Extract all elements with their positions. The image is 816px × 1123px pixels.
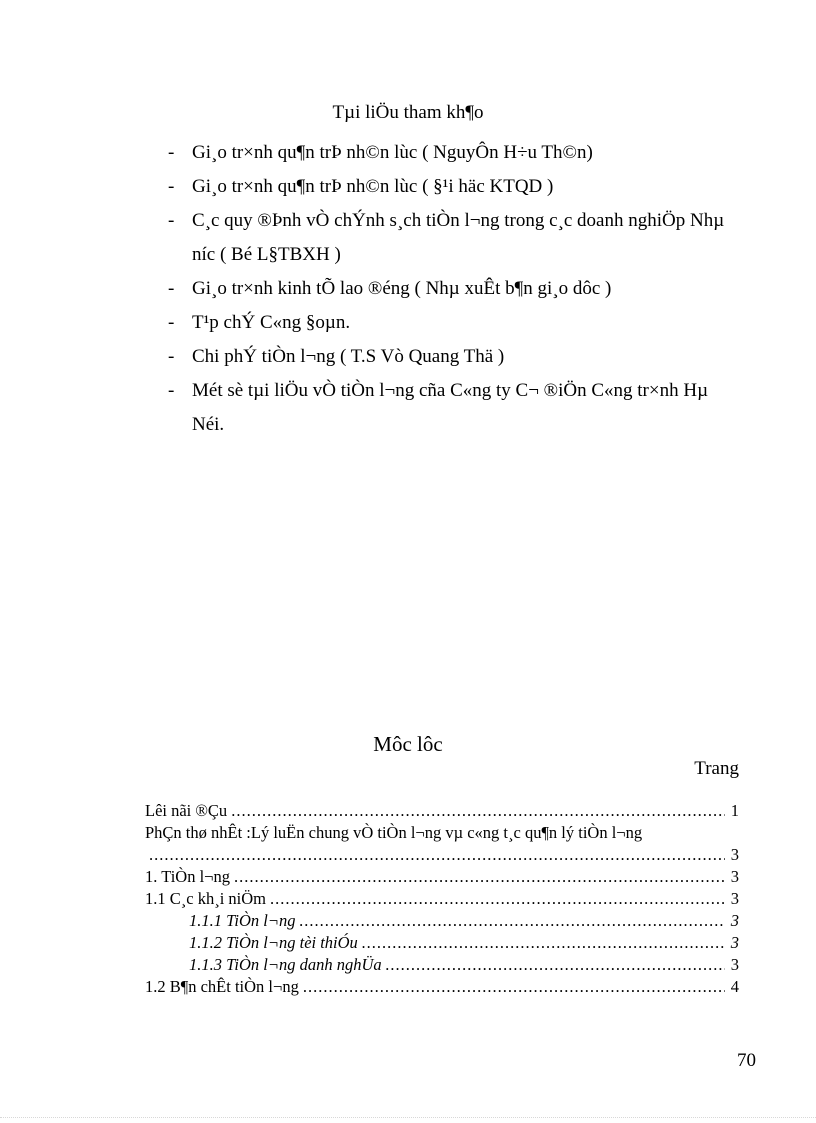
reference-item <box>168 272 728 306</box>
toc-entry-page: 3 <box>730 911 739 930</box>
toc-leader-dots <box>362 932 725 954</box>
toc-leader-dots <box>270 888 725 910</box>
table-of-contents <box>145 800 739 998</box>
toc-entry-page: 3 <box>730 933 739 952</box>
reference-item <box>168 340 728 374</box>
reference-text: Gi¸o tr×nh qu¶n trÞ nh©n lùc ( NguyÔn H÷u Th©n) <box>192 142 593 163</box>
toc-entry-label: 1.2 B¶n chÊt tiÒn l¬ng <box>145 977 299 996</box>
toc-entry-label: PhÇn thø nhÊt :Lý luËn chung vÒ tiÒn l¬ng vµ c«ng t¸c qu¶n lý tiÒn l¬ng <box>145 823 643 842</box>
list-bullet: - <box>168 142 175 163</box>
toc-leader-dots <box>231 800 725 822</box>
references-title: Tµi liÖu tham kh¶o <box>332 102 484 123</box>
reference-text: T¹p chÝ C«ng §oµn. <box>192 312 351 333</box>
reference-text: C¸c quy ®Þnh vÒ chÝnh s¸ch tiÒn l¬ng trong c¸c doanh nghiÖp Nhµ níc ( Bé L§TBXH ) <box>192 210 725 265</box>
toc-entry-label: Lêi nãi ®Çu <box>145 801 228 820</box>
list-bullet: - <box>168 346 175 367</box>
reference-text: Gi¸o tr×nh kinh tÕ lao ®éng ( Nhµ xuÊt b¶n gi¸o dôc ) <box>192 278 612 299</box>
toc-entry-page: 1 <box>730 801 739 820</box>
toc-entry-label: 1.1.2 TiÒn l¬ng tèi thiÓu <box>189 933 358 952</box>
toc-entry-label: 1. TiÒn l¬ng <box>145 867 230 886</box>
toc-entry <box>145 976 739 998</box>
toc-leader-dots <box>303 976 725 998</box>
toc-entry <box>145 800 739 822</box>
toc-entry-page: 3 <box>730 867 739 886</box>
reference-item <box>168 374 728 442</box>
toc-entry-page: 4 <box>730 977 739 996</box>
toc-entry <box>145 844 739 866</box>
list-bullet: - <box>168 380 175 401</box>
page-bottom-divider <box>0 1117 816 1118</box>
toc-entry <box>145 932 739 954</box>
toc-leader-dots <box>149 844 725 866</box>
toc-entry-label: 1.1.1 TiÒn l¬ng <box>189 911 296 930</box>
toc-entry <box>145 822 739 844</box>
reference-item <box>168 204 728 272</box>
toc-leader-dots <box>386 954 725 976</box>
toc-entry-page: 3 <box>730 955 739 974</box>
list-bullet: - <box>168 278 175 299</box>
reference-text: Chi phÝ tiÒn l¬ng ( T.S Vò Quang Thä ) <box>192 346 505 367</box>
references-list <box>168 136 728 442</box>
toc-entry <box>145 866 739 888</box>
reference-item <box>168 136 728 170</box>
toc-entry <box>145 954 739 976</box>
reference-item <box>168 306 728 340</box>
page-number: 70 <box>737 1050 756 1071</box>
toc-title: Môc lôc <box>373 732 443 756</box>
toc-entry-page: 3 <box>730 845 739 864</box>
toc-entry <box>145 910 739 932</box>
toc-entry-page: 3 <box>730 889 739 908</box>
reference-item <box>168 170 728 204</box>
list-bullet: - <box>168 210 175 231</box>
toc-entry-label: 1.1 C¸c kh¸i niÖm <box>145 889 266 908</box>
reference-text: Mét sè tµi liÖu vÒ tiÒn l¬ng cña C«ng ty C¬ ®iÖn C«ng tr×nh Hµ Néi. <box>192 380 709 435</box>
toc-entry-label: 1.1.3 TiÒn l¬ng danh nghÜa <box>189 955 382 974</box>
list-bullet: - <box>168 176 175 197</box>
list-bullet: - <box>168 312 175 333</box>
reference-text: Gi¸o tr×nh qu¶n trÞ nh©n lùc ( §¹i häc KTQD ) <box>192 176 554 197</box>
toc-leader-dots <box>234 866 725 888</box>
toc-entry <box>145 888 739 910</box>
toc-page-header: Trang <box>694 758 739 779</box>
toc-leader-dots <box>300 910 726 932</box>
